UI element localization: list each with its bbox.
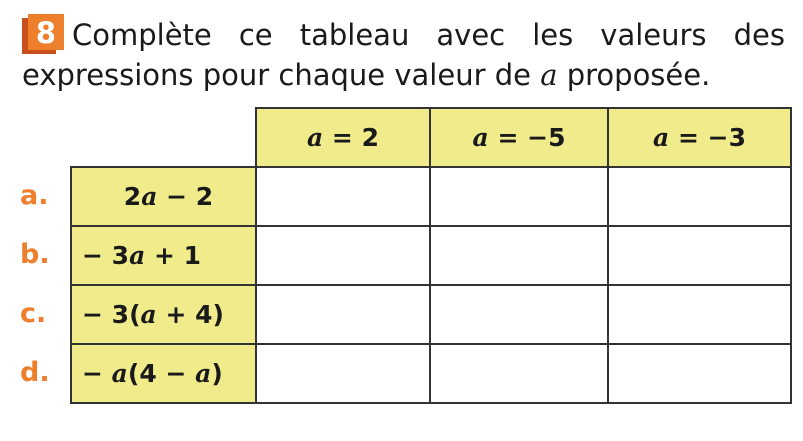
column-header (608, 108, 791, 167)
answer-cell[interactable] (256, 226, 430, 285)
row-label-a: a. (20, 180, 49, 211)
table-row (71, 285, 791, 344)
variable-a: a (307, 123, 324, 152)
empty-corner-cell (71, 108, 256, 167)
instruction-text-after: proposée. (557, 58, 711, 92)
answer-cell[interactable] (430, 167, 608, 226)
variable-a: a (472, 123, 489, 152)
expression-text: a = 2 (307, 123, 379, 152)
exercise-number-badge (22, 14, 64, 54)
answer-cell[interactable] (430, 344, 608, 403)
expression-text: 2a − 2 (123, 182, 214, 211)
expression-cell (71, 344, 256, 403)
answer-cell[interactable] (608, 167, 791, 226)
exercise-number: 8 (28, 14, 64, 50)
expression-cell (71, 285, 256, 344)
expression-cell (71, 226, 256, 285)
instruction-text-before: expressions pour chaque valeur de (22, 58, 541, 92)
row-labels (20, 166, 50, 402)
row-label-d: d. (20, 357, 50, 388)
instruction-line-2 (22, 54, 710, 96)
row-label-c: c. (20, 298, 47, 329)
expression-text: − 3(a + 4) (82, 300, 224, 329)
answer-cell[interactable] (256, 344, 430, 403)
header-row (71, 108, 791, 167)
variable-a: a (653, 123, 670, 152)
answer-cell[interactable] (608, 226, 791, 285)
variable-a: a (140, 300, 157, 329)
variable-a: a (141, 182, 158, 211)
variable-a: a (111, 359, 128, 388)
table-row (71, 167, 791, 226)
answer-cell[interactable] (430, 226, 608, 285)
column-header (430, 108, 608, 167)
expression-text: − 3a + 1 (82, 241, 202, 270)
column-header (256, 108, 430, 167)
variable-a: a (129, 241, 146, 270)
expression-text: a = −5 (472, 123, 566, 152)
expression-cell (71, 167, 256, 226)
table-row (71, 226, 791, 285)
answer-cell[interactable] (256, 167, 430, 226)
answer-cell[interactable] (430, 285, 608, 344)
values-table (70, 107, 792, 404)
instruction-variable: a (540, 58, 558, 92)
answer-cell[interactable] (256, 285, 430, 344)
answer-cell[interactable] (608, 285, 791, 344)
row-label-b: b. (20, 239, 50, 270)
expression-text: − a(4 − a) (82, 359, 223, 388)
instruction-line-1: Complète ce tableau avec les valeurs des (72, 18, 785, 52)
expression-text: a = −3 (653, 123, 746, 152)
answer-cell[interactable] (608, 344, 791, 403)
table-row (71, 344, 791, 403)
variable-a: a (195, 359, 212, 388)
